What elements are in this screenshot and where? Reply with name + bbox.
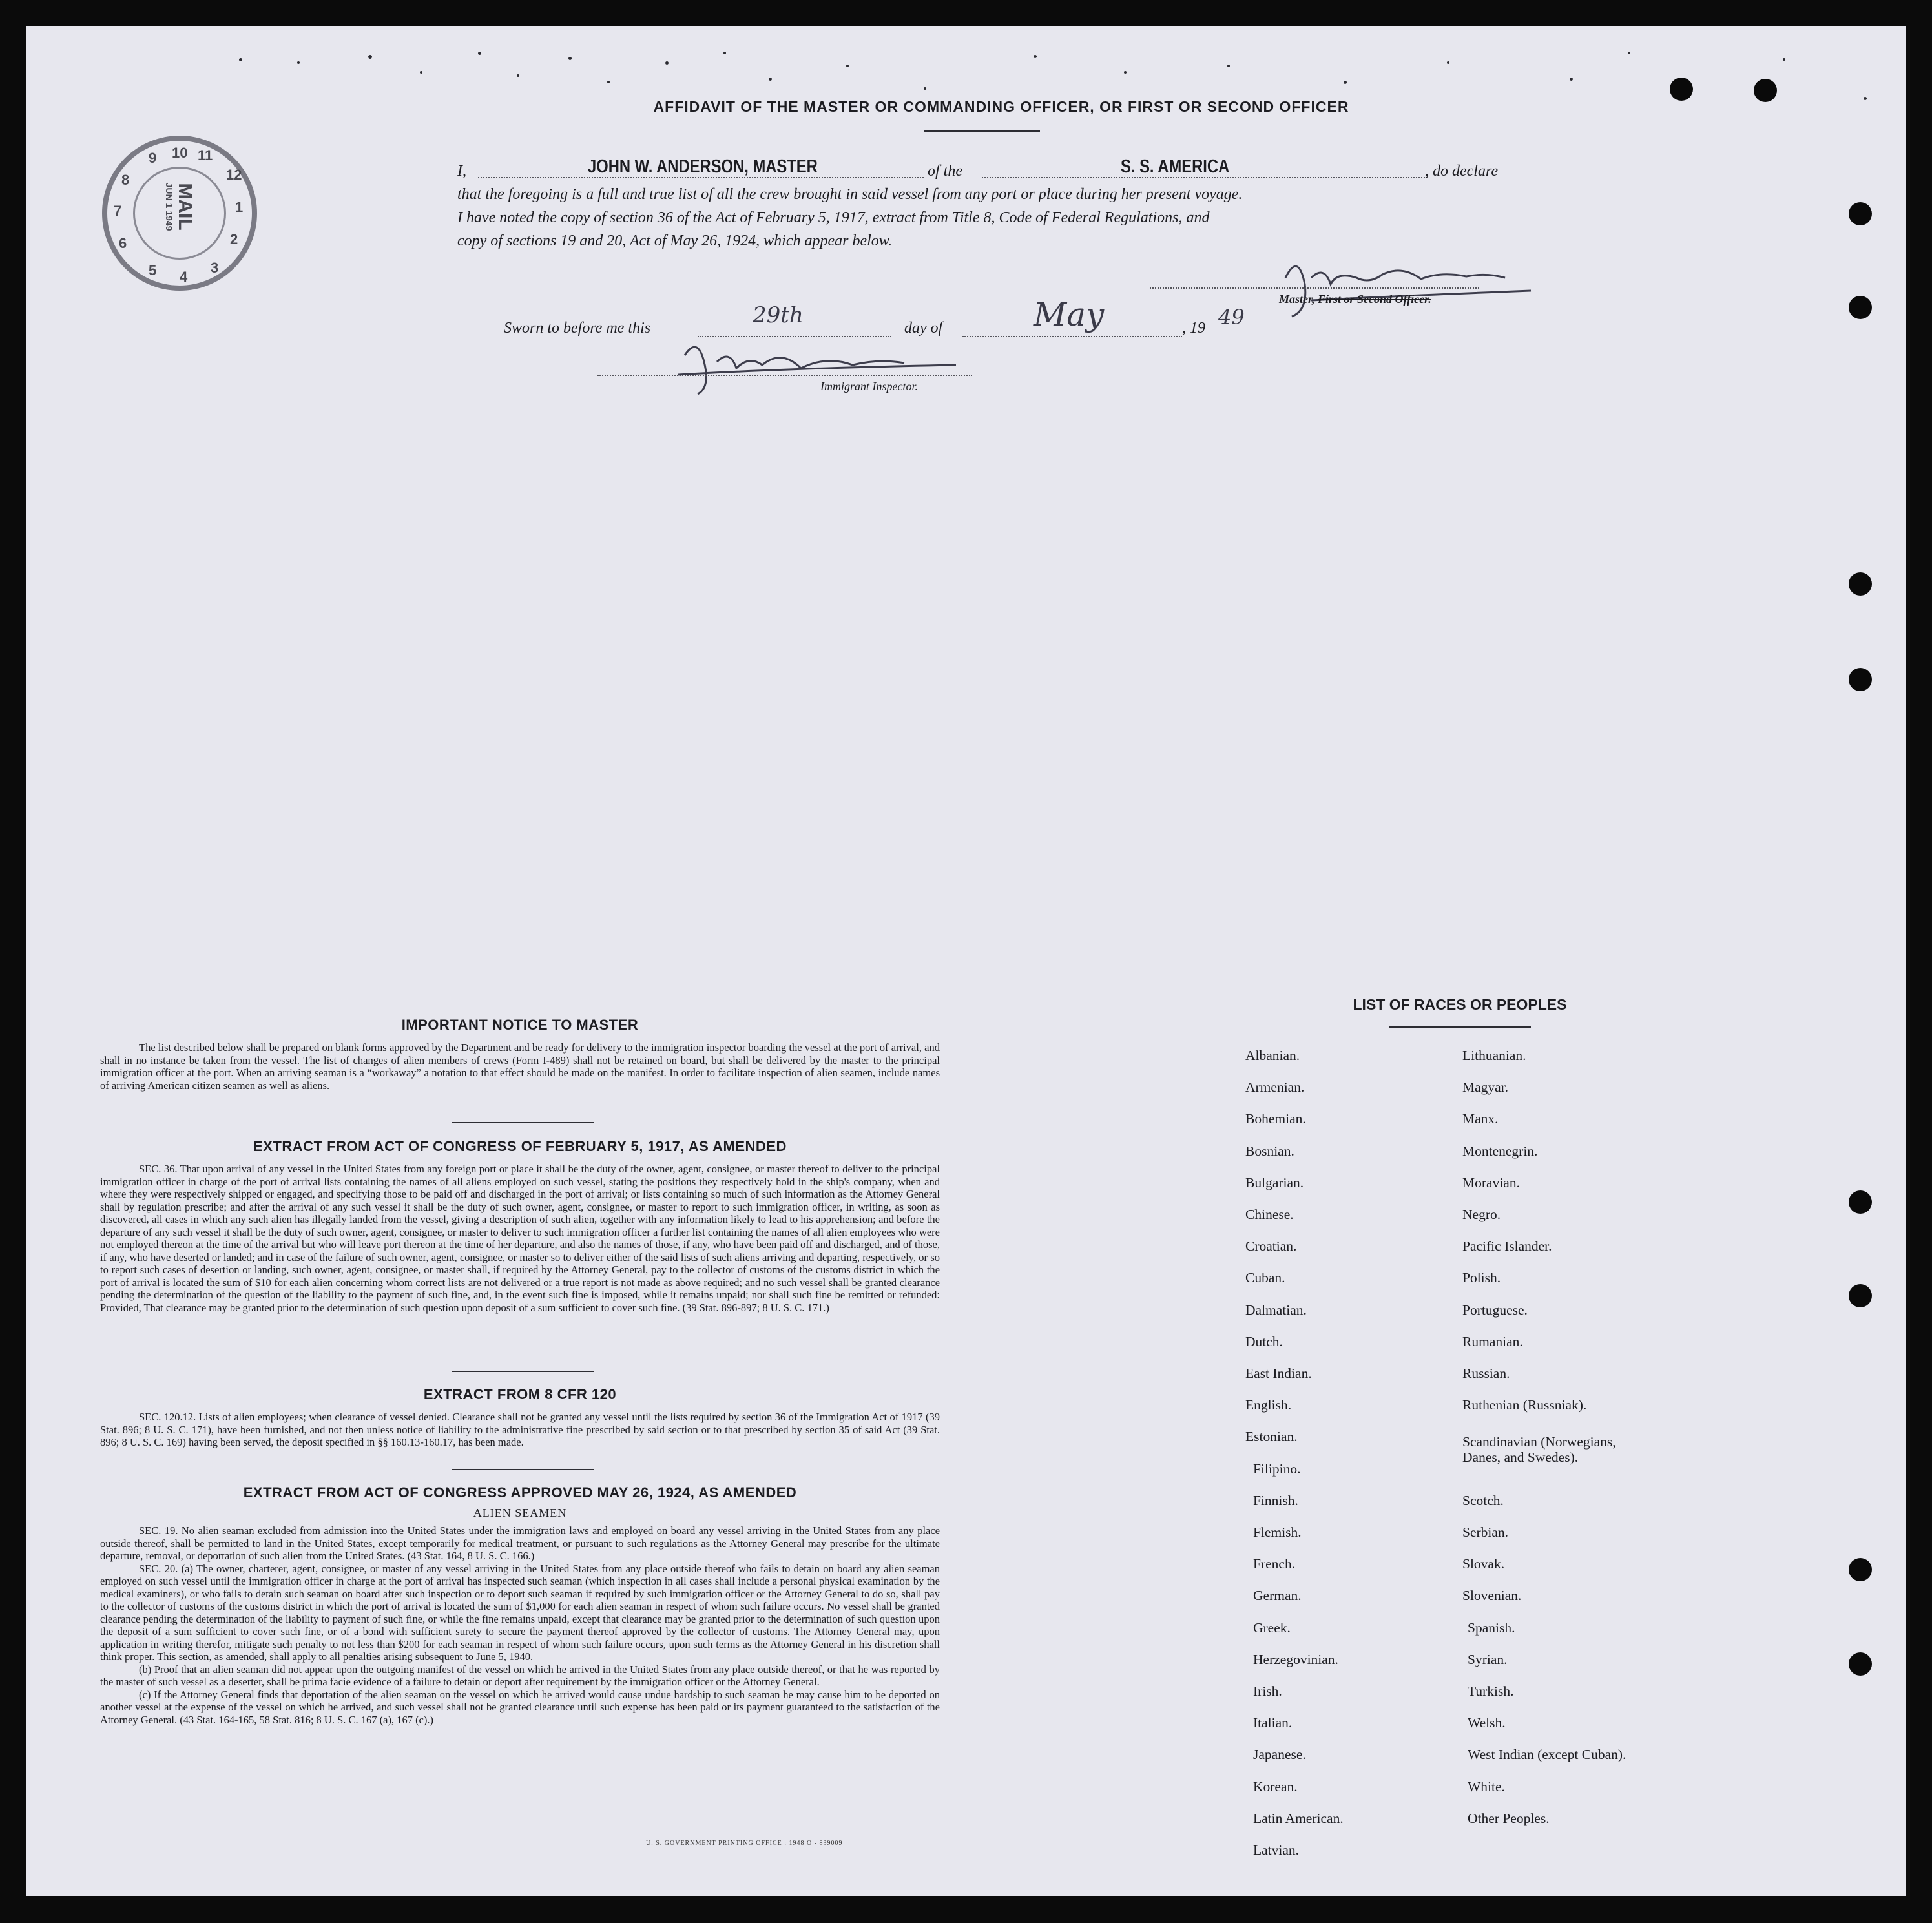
stamp-digit: 4 bbox=[180, 269, 188, 285]
race-item: Magyar. bbox=[1462, 1079, 1509, 1096]
race-item: Korean. bbox=[1253, 1778, 1298, 1794]
sworn-prefix: Sworn to before me this bbox=[504, 320, 651, 337]
punch-hole bbox=[1849, 296, 1872, 319]
stamp-digit: 8 bbox=[121, 172, 130, 188]
race-item: English. bbox=[1245, 1397, 1292, 1413]
race-item: Lithuanian. bbox=[1462, 1048, 1526, 1063]
punch-hole bbox=[1849, 668, 1872, 691]
race-item: Other Peoples. bbox=[1468, 1810, 1550, 1826]
races-title: LIST OF RACES OR PEOPLES bbox=[1353, 996, 1567, 1013]
affidavit-line-2: that the foregoing is a full and true list of all the crew brought in said vessel from any port or place during her present voyage. bbox=[457, 186, 1243, 203]
sec-20b-paragraph: (b) Proof that an alien seaman did not appear upon the outgoing manifest of the vessel on which he arrived in the United States from any place outside thereof, or that he was reported by the master of such vessel as a deserter, shall be prima facie evidence of a failure to detain or deport after requirement by the immigration officer or the Attorney General. bbox=[100, 1663, 940, 1688]
divider bbox=[452, 1371, 594, 1372]
inspector-signature-line bbox=[597, 375, 972, 376]
affidavit-title: AFFIDAVIT OF THE MASTER OR COMMANDING OFFICER, OR FIRST OR SECOND OFFICER bbox=[653, 98, 1349, 115]
race-item: French. bbox=[1253, 1556, 1296, 1572]
race-item: Flemish. bbox=[1253, 1524, 1302, 1540]
stamp-digit: 2 bbox=[230, 231, 238, 247]
race-item: Negro. bbox=[1462, 1207, 1501, 1222]
race-item: White. bbox=[1468, 1778, 1505, 1794]
stamp-digit: 11 bbox=[198, 147, 213, 163]
punch-hole bbox=[1849, 1652, 1872, 1676]
races-title-underline bbox=[1389, 1026, 1531, 1028]
punch-mark bbox=[1670, 78, 1693, 101]
race-item: Dutch. bbox=[1245, 1333, 1283, 1349]
race-item: Japanese. bbox=[1253, 1747, 1306, 1763]
race-item: Latin American. bbox=[1253, 1810, 1344, 1826]
race-item: Finnish. bbox=[1253, 1492, 1298, 1508]
race-item: Scandinavian (Norwegians, Danes, and Swedes). bbox=[1462, 1434, 1616, 1466]
race-item: Serbian. bbox=[1462, 1524, 1509, 1540]
stamp-digit: 10 bbox=[172, 145, 188, 161]
do-declare-label: , do declare bbox=[1425, 163, 1499, 180]
extract-1917-title: EXTRACT FROM ACT OF CONGRESS OF FEBRUARY 5, 1917, AS AMENDED bbox=[253, 1138, 787, 1154]
stamp-text: MAIL JUN 1 1949 bbox=[164, 182, 196, 231]
punch-hole bbox=[1849, 1284, 1872, 1307]
sec-20a-paragraph: SEC. 20. (a) The owner, charterer, agent, consignee, or master of any vessel arriving in the United States from any place outside thereof who fails to detain on board any alien seaman employed on such vessel until the immigration officer in charge at the port of arrival has inspected such seaman (which inspection in all cases shall include a personal physical examination by the medical examiners), or who fails to detain such seaman on board after such inspection or to deport such seaman if required by such immigration officer or the Attorney General to do so, shall pay to the collector of customs of the customs district in which the port of arrival is located the sum of $1,000 for each alien seaman in respect of whom such failure occurs. No vessel shall be granted clearance pending the determination of the liability to payment of such fine, or while the fine remains unpaid, except that clearance may be granted prior to the determination of such question upon the deposit of a sum sufficient to cover such fine, or of a bond with sufficient surety to secure the payment thereof approved by the collector of customs. The Attorney General may, upon application in writing therefor, mitigate such penalty to not less than $200 for each seaman in respect of whom such failure occurs, upon such terms as the Attorney General in his discretion shall think proper. This section, as amended, shall apply to all penalties arising subsequent to June 5, 1940. bbox=[100, 1562, 940, 1663]
race-item: Estonian. bbox=[1245, 1429, 1298, 1445]
race-item: Armenian. bbox=[1245, 1079, 1305, 1096]
race-item: Montenegrin. bbox=[1462, 1143, 1538, 1159]
race-item: Italian. bbox=[1253, 1715, 1293, 1731]
race-item: Spanish. bbox=[1468, 1619, 1515, 1636]
divider bbox=[452, 1469, 594, 1470]
race-item: Turkish. bbox=[1468, 1683, 1514, 1699]
punch-hole bbox=[1849, 1558, 1872, 1581]
race-item: Slovenian. bbox=[1462, 1588, 1522, 1604]
extract-1924-title: EXTRACT FROM ACT OF CONGRESS APPROVED MAY 26, 1924, AS AMENDED bbox=[243, 1484, 797, 1501]
extract-cfr-title: EXTRACT FROM 8 CFR 120 bbox=[423, 1386, 617, 1402]
race-item: Greek. bbox=[1253, 1619, 1291, 1636]
master-name: JOHN W. ANDERSON, MASTER bbox=[588, 156, 818, 177]
vessel-name: S. S. AMERICA bbox=[1121, 156, 1230, 177]
sworn-year: 49 bbox=[1218, 305, 1245, 329]
stamp-digit: 5 bbox=[149, 262, 157, 278]
race-item: Welsh. bbox=[1468, 1715, 1506, 1731]
master-signature bbox=[1272, 239, 1550, 323]
sworn-day: 29th bbox=[753, 302, 804, 328]
stamp-digit: 6 bbox=[119, 235, 127, 251]
race-item: Scotch. bbox=[1462, 1492, 1504, 1508]
sworn-month-line bbox=[962, 335, 1182, 337]
alien-seamen-subtitle: ALIEN SEAMEN bbox=[473, 1506, 567, 1519]
race-item: East Indian. bbox=[1245, 1366, 1312, 1381]
sec-20c-paragraph: (c) If the Attorney General finds that deportation of the alien seaman on the vessel on which he arrived would cause undue hardship to such seaman he may cause him to be deported on another vessel at the expense of the vessel on which he arrived, and such vessel shall not be granted clearance until such expense has been paid or its payment guaranteed to the satisfaction of the Attorney General. (43 Stat. 164-165, 58 Stat. 816; 8 U. S. C. 167 (a), 167 (c).) bbox=[100, 1688, 940, 1726]
of-the-label: of the bbox=[928, 163, 962, 180]
title-underline bbox=[924, 130, 1040, 132]
race-item: Slovak. bbox=[1462, 1556, 1505, 1572]
notice-body: The list described below shall be prepared on blank forms approved by the Department and be ready for delivery to the immigration inspector boarding the vessel at the port of arrival, and shall in no instance be taken from the vessel. The list of changes of alien members of crews (Form I-489) shall not be retained on board, but shall be delivered by the master to the principal immigration officer at the port. When an arriving seaman is a “workaway” a notation to that effect should be made on the manifest. In order to facilitate inspection of alien seamen, include names of arriving American citizen seamen as well as aliens. bbox=[100, 1041, 940, 1092]
mail-stamp bbox=[102, 136, 257, 291]
affidavit-line-4: copy of sections 19 and 20, Act of May 26, 1924, which appear below. bbox=[457, 233, 893, 249]
race-item: Bosnian. bbox=[1245, 1143, 1294, 1159]
race-item: Pacific Islander. bbox=[1462, 1238, 1552, 1254]
punch-hole bbox=[1849, 202, 1872, 225]
race-item: Albanian. bbox=[1245, 1048, 1300, 1063]
sworn-month: May bbox=[1034, 296, 1105, 333]
year-prefix: , 19 bbox=[1182, 320, 1205, 337]
race-item: Herzegovinian. bbox=[1253, 1651, 1338, 1667]
race-item: German. bbox=[1253, 1588, 1302, 1604]
stamp-digit: 7 bbox=[114, 203, 122, 219]
extract-1917-body: SEC. 36. That upon arrival of any vessel in the United States from any foreign port or place it shall be the duty of the owner, agent, consignee, or master thereof to deliver to the principal immigration officer in charge of the port of arrival lists containing the names of all aliens employed on such vessel, stating the positions they respectively hold in the ship's company, when and where they were respectively shipped or engaged, and specifying those to be paid off and discharged in the port of arrival; or lists containing so much of such information as the Attorney General shall by regulation prescribe; and after the arrival of any such vessel it shall be the duty of such owner, agent, consignee, or master to report to such immigration officer, in writing, as soon as discovered, all cases in which any such alien has illegally landed from the vessel, giving a description of such alien, together with any information likely to lead to his apprehension; and before the departure of any such vessel it shall be the duty of such owner, agent, consignee, or master to deliver to such immigration officer a further list containing the names of all alien employees who were not employed thereon at the time of the arrival but who will leave port thereon at the time of her departure, and also the names of those, if any, who have been paid off and discharged, and of those, if any, who have deserted or landed; and in case of the failure of such owner, agent, consignee, or master so to deliver either of the said lists of such aliens arriving and departing, respectively, or so to report such cases of desertion or landing, such owner, agent, consignee, or master shall, if required by the Attorney General, pay to the collector of customs of the customs district in which the port of arrival is located the sum of $10 for each alien concerning whom correct lists are not delivered or a true report is not made as above required; and no such vessel shall be granted clearance pending the determination of the question of the liability to the payment of such fine, and, in the event such fine is imposed, while it remains unpaid; nor shall such fine be remitted or refunded: Provided, That clearance may be granted prior to the determination of such question upon deposit of a sum sufficient to cover such fine. (39 Stat. 896-897; 8 U. S. C. 171.) bbox=[100, 1163, 940, 1314]
race-item: Rumanian. bbox=[1462, 1333, 1523, 1349]
race-item: Cuban. bbox=[1245, 1270, 1285, 1286]
race-item: Russian. bbox=[1462, 1366, 1510, 1381]
inspector-signature bbox=[659, 329, 969, 400]
race-item: Croatian. bbox=[1245, 1238, 1297, 1254]
divider bbox=[452, 1122, 594, 1123]
race-item: Syrian. bbox=[1468, 1651, 1508, 1667]
stamp-digit: 1 bbox=[235, 199, 244, 215]
affidavit-prefix: I, bbox=[457, 163, 466, 180]
race-item: Portuguese. bbox=[1462, 1302, 1528, 1318]
race-item: Filipino. bbox=[1253, 1460, 1301, 1477]
race-item: Manx. bbox=[1462, 1111, 1499, 1127]
race-item: Latvian. bbox=[1253, 1842, 1300, 1858]
race-item: Ruthenian (Russniak). bbox=[1462, 1397, 1587, 1413]
race-item: Chinese. bbox=[1245, 1207, 1294, 1222]
notice-title: IMPORTANT NOTICE TO MASTER bbox=[401, 1017, 639, 1033]
signature-caption: Master, First or Second Officer. bbox=[1279, 293, 1431, 306]
punch-mark bbox=[1754, 79, 1777, 102]
document-page bbox=[26, 26, 1906, 1896]
race-item: Dalmatian. bbox=[1245, 1302, 1307, 1318]
race-item: Bohemian. bbox=[1245, 1111, 1306, 1127]
stamp-digit: 12 bbox=[226, 167, 242, 183]
race-item: Irish. bbox=[1253, 1683, 1282, 1699]
punch-hole bbox=[1849, 1190, 1872, 1214]
printing-office-footer: U. S. GOVERNMENT PRINTING OFFICE : 1948 O - 839009 bbox=[646, 1840, 843, 1847]
race-item: Polish. bbox=[1462, 1270, 1501, 1286]
punch-hole bbox=[1849, 572, 1872, 596]
sec-19-paragraph: SEC. 19. No alien seaman excluded from admission into the United States under the immigration laws and employed on board any vessel arriving in the United States from any place outside thereof, shall be permitted to land in the United States, except temporarily for medical treatment, or pursuant to such regulations as the Attorney General may prescribe for the ultimate departure, removal, or deportation of such alien from the United States. (43 Stat. 164, 8 U. S. C. 166.) bbox=[100, 1524, 940, 1562]
extract-cfr-body: SEC. 120.12. Lists of alien employees; when clearance of vessel denied. Clearance shall not be granted any vessel until the lists required by section 36 of the Immigration Act of 1917 (39 Stat. 896; 8 U. S. C. 171), have been furnished, and not then unless notice of liability to the administrative fine prescribed by said section or to that prescribed by section 35 of said Act (39 Stat. 896; 8 U. S. C. 169) having been served, the deposit specified in §§ 160.13-160.17, has been made. bbox=[100, 1411, 940, 1448]
stamp-digit: 9 bbox=[149, 150, 157, 166]
race-item: Bulgarian. bbox=[1245, 1174, 1304, 1190]
inspector-caption: Immigrant Inspector. bbox=[820, 380, 918, 393]
race-item: West Indian (except Cuban). bbox=[1468, 1747, 1626, 1763]
day-of-label: day of bbox=[904, 320, 943, 337]
race-item: Moravian. bbox=[1462, 1174, 1520, 1190]
extract-1924-body bbox=[100, 1524, 940, 1726]
affidavit-line-3: I have noted the copy of section 36 of the Act of February 5, 1917, extract from Title 8, Code of Federal Regulations, and bbox=[457, 209, 1210, 226]
stamp-digit: 3 bbox=[211, 260, 219, 276]
master-signature-line bbox=[1150, 287, 1479, 289]
